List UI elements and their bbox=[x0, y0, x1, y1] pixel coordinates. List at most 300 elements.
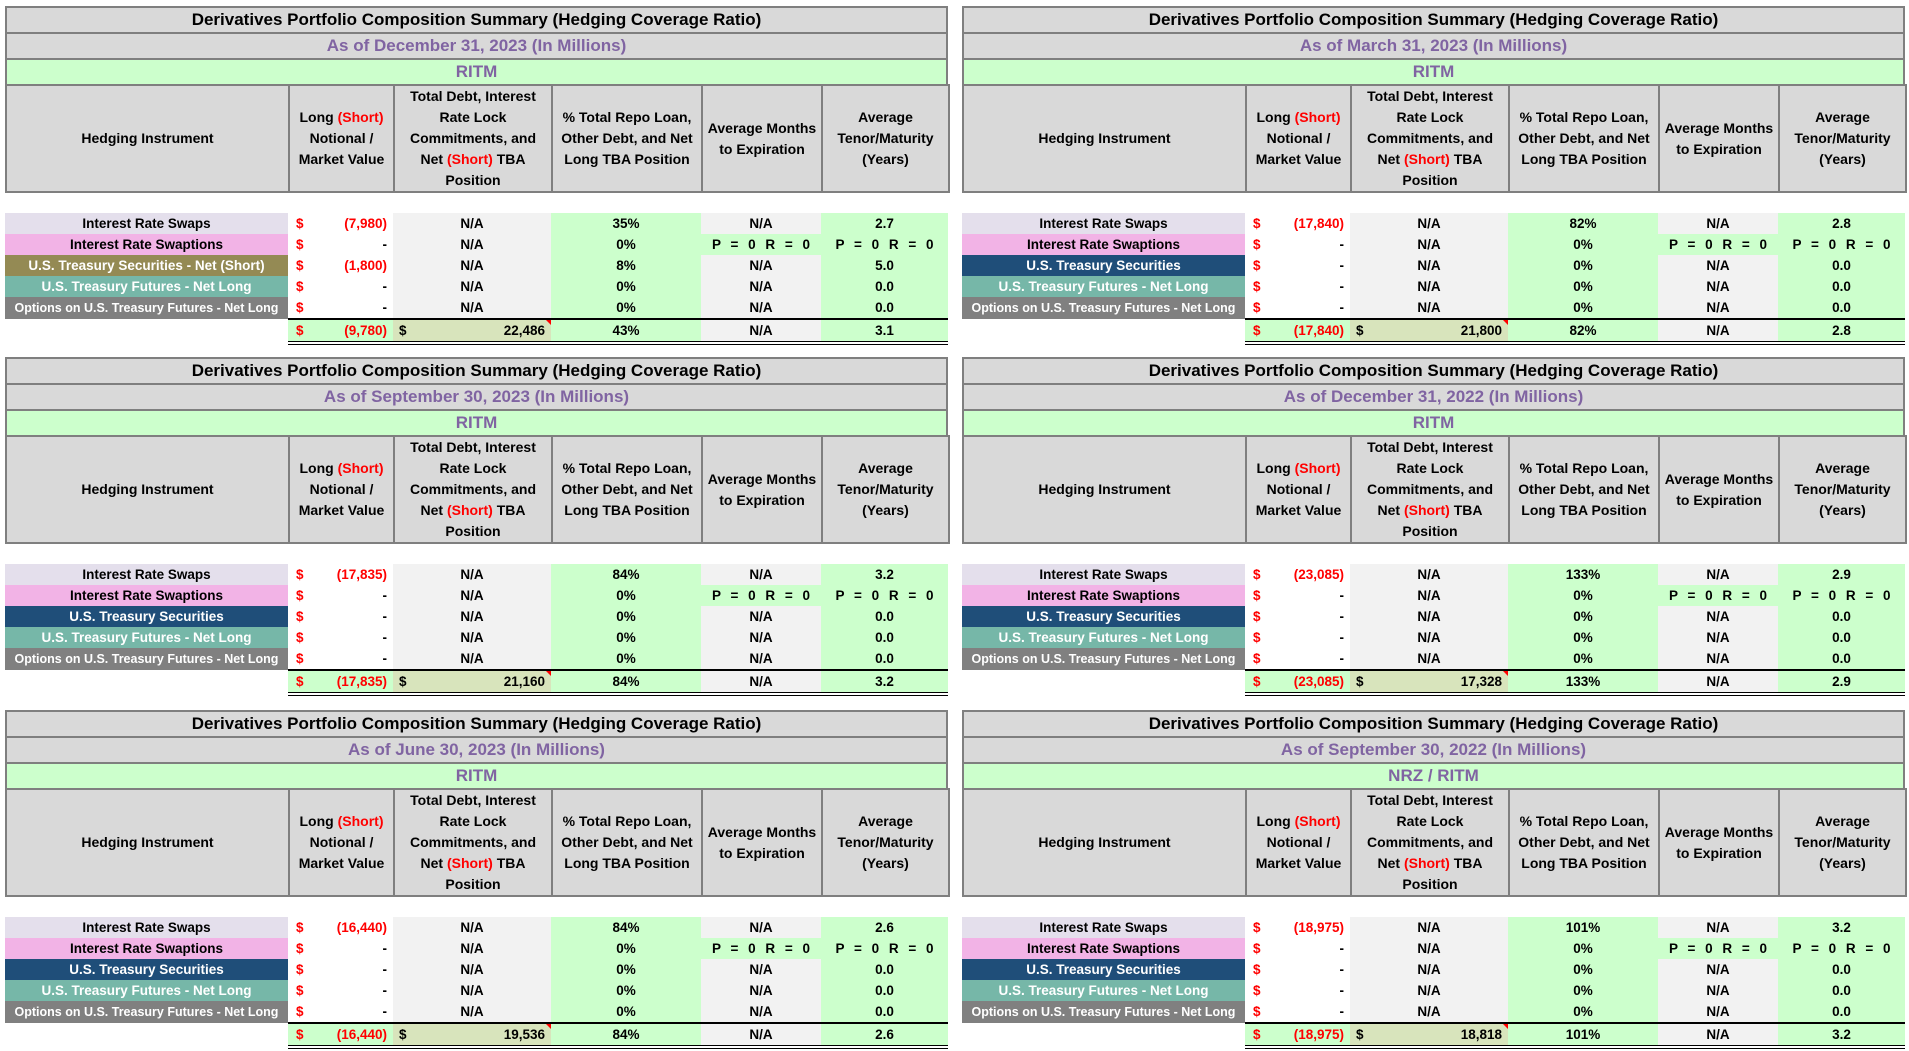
instrument-name: U.S. Treasury Securities - Net (Short) bbox=[5, 255, 288, 276]
header-table bbox=[962, 84, 1907, 193]
header-pct bbox=[1509, 436, 1659, 543]
tenor-value: 0.0 bbox=[1778, 980, 1905, 1001]
total-debt-value: N/A bbox=[393, 938, 551, 959]
table-row bbox=[5, 276, 948, 297]
pct-value: 0% bbox=[1508, 606, 1658, 627]
header-long-label: Long bbox=[1256, 460, 1295, 476]
header-notional bbox=[1246, 436, 1351, 543]
total-debt-value: 18,818 bbox=[1460, 1027, 1502, 1042]
header-table bbox=[5, 84, 950, 193]
panel-entity: RITM bbox=[962, 409, 1905, 435]
total-notional-value: (16,440) bbox=[336, 1027, 387, 1042]
table-row bbox=[962, 213, 1905, 234]
total-debt-value: N/A bbox=[393, 276, 551, 297]
total-debt-value: N/A bbox=[1350, 980, 1508, 1001]
pct-value: 82% bbox=[1508, 213, 1658, 234]
notional-cell bbox=[288, 234, 393, 255]
pct-value: 0% bbox=[551, 234, 701, 255]
currency-symbol: $ bbox=[1253, 216, 1261, 231]
months-value: N/A bbox=[701, 255, 821, 276]
instrument-name: U.S. Treasury Futures - Net Long bbox=[962, 980, 1245, 1001]
total-debt-value: N/A bbox=[393, 917, 551, 938]
header-pct bbox=[552, 436, 702, 543]
notional-value: - bbox=[382, 962, 387, 977]
total-tenor-value: 2.9 bbox=[1778, 670, 1905, 694]
header-tenor-label: Average Tenor/Maturity (Years) bbox=[837, 109, 934, 167]
header-total-debt bbox=[1351, 436, 1509, 543]
currency-symbol: $ bbox=[399, 1027, 407, 1042]
instrument-name: Interest Rate Swaps bbox=[962, 213, 1245, 234]
header-notional bbox=[1246, 85, 1351, 192]
currency-symbol: $ bbox=[1253, 279, 1261, 294]
pct-value: 0% bbox=[551, 980, 701, 1001]
table-row bbox=[5, 980, 948, 1001]
panel-entity: RITM bbox=[5, 58, 948, 84]
total-pct-value: 133% bbox=[1508, 670, 1658, 694]
tenor-value: 2.6 bbox=[821, 917, 948, 938]
currency-symbol: $ bbox=[296, 609, 304, 624]
total-notional-value: (17,835) bbox=[336, 674, 387, 689]
header-months-label: Average Months to Expiration bbox=[707, 470, 817, 508]
tenor-value: 0.0 bbox=[1778, 276, 1905, 297]
pct-value: 0% bbox=[551, 276, 701, 297]
tenor-value: P = 0 R = 0 bbox=[821, 234, 948, 255]
header-pct bbox=[552, 85, 702, 192]
total-spacer bbox=[962, 1023, 1245, 1047]
total-debt-value: 21,160 bbox=[503, 674, 545, 689]
notional-value: - bbox=[1339, 237, 1344, 252]
header-long-label: Long bbox=[299, 813, 338, 829]
table-row bbox=[962, 606, 1905, 627]
currency-symbol: $ bbox=[296, 674, 304, 689]
header-pct-label: % Total Repo Loan, Other Debt, and Net Long TBA Position bbox=[561, 109, 693, 167]
total-months-value: N/A bbox=[1658, 670, 1778, 694]
header-months-label: Average Months to Expiration bbox=[707, 119, 817, 157]
table-row bbox=[5, 938, 948, 959]
tenor-value: 0.0 bbox=[1778, 648, 1905, 670]
months-value: N/A bbox=[1658, 297, 1778, 319]
instrument-name: Interest Rate Swaptions bbox=[962, 585, 1245, 606]
instrument-name: Interest Rate Swaptions bbox=[5, 585, 288, 606]
table-row bbox=[5, 606, 948, 627]
currency-symbol: $ bbox=[1253, 651, 1261, 666]
header-short-label: (Short) bbox=[446, 151, 493, 167]
pct-value: 133% bbox=[1508, 564, 1658, 585]
panel-title: Derivatives Portfolio Composition Summary (Hedging Coverage Ratio) bbox=[5, 6, 948, 32]
table-row bbox=[5, 234, 948, 255]
header-tenor-label: Average Tenor/Maturity (Years) bbox=[837, 813, 934, 871]
header-notional bbox=[289, 436, 394, 543]
total-debt-value: N/A bbox=[393, 627, 551, 648]
pct-value: 0% bbox=[1508, 980, 1658, 1001]
months-value: P = 0 R = 0 bbox=[1658, 938, 1778, 959]
table-row bbox=[962, 585, 1905, 606]
header-total-debt bbox=[1351, 85, 1509, 192]
total-debt-value: N/A bbox=[1350, 606, 1508, 627]
table-row bbox=[5, 213, 948, 234]
header-pct-label: % Total Repo Loan, Other Debt, and Net Long TBA Position bbox=[1518, 460, 1650, 518]
months-value: N/A bbox=[701, 648, 821, 670]
months-value: P = 0 R = 0 bbox=[701, 585, 821, 606]
currency-symbol: $ bbox=[296, 651, 304, 666]
tenor-value: P = 0 R = 0 bbox=[1778, 938, 1905, 959]
currency-symbol: $ bbox=[296, 300, 304, 315]
total-debt-cell bbox=[393, 670, 551, 694]
header-instrument bbox=[963, 436, 1246, 543]
currency-symbol: $ bbox=[1253, 567, 1261, 582]
pct-value: 8% bbox=[551, 255, 701, 276]
notional-cell bbox=[1245, 564, 1350, 585]
table-row bbox=[962, 917, 1905, 938]
instrument-name: Options on U.S. Treasury Futures - Net Long bbox=[962, 1001, 1245, 1023]
instrument-table bbox=[5, 917, 948, 1049]
panel-entity: RITM bbox=[5, 762, 948, 788]
total-debt-cell bbox=[393, 1023, 551, 1047]
header-tenor bbox=[822, 85, 949, 192]
summary-panel bbox=[962, 357, 1905, 696]
currency-symbol: $ bbox=[296, 588, 304, 603]
total-debt-value: N/A bbox=[1350, 234, 1508, 255]
total-debt-value: N/A bbox=[1350, 213, 1508, 234]
instrument-name: Interest Rate Swaps bbox=[5, 213, 288, 234]
header-tenor bbox=[1779, 789, 1906, 896]
months-value: N/A bbox=[1658, 213, 1778, 234]
notional-value: - bbox=[382, 609, 387, 624]
currency-symbol: $ bbox=[1253, 609, 1261, 624]
months-value: N/A bbox=[701, 213, 821, 234]
instrument-name: Interest Rate Swaptions bbox=[962, 234, 1245, 255]
currency-symbol: $ bbox=[1253, 920, 1261, 935]
months-value: N/A bbox=[701, 297, 821, 319]
notional-value: - bbox=[1339, 609, 1344, 624]
panel-title: Derivatives Portfolio Composition Summary (Hedging Coverage Ratio) bbox=[962, 6, 1905, 32]
header-tenor-label: Average Tenor/Maturity (Years) bbox=[1794, 109, 1891, 167]
months-value: N/A bbox=[1658, 276, 1778, 297]
total-notional-cell bbox=[1245, 1023, 1350, 1047]
header-tba-label: TBA Position bbox=[1402, 855, 1483, 892]
tenor-value: 0.0 bbox=[1778, 297, 1905, 319]
currency-symbol: $ bbox=[1253, 300, 1261, 315]
instrument-table bbox=[5, 213, 948, 345]
table-row bbox=[5, 917, 948, 938]
notional-cell bbox=[288, 213, 393, 234]
tenor-value: 3.2 bbox=[821, 564, 948, 585]
header-tba-label: TBA Position bbox=[1402, 502, 1483, 539]
notional-value: - bbox=[1339, 588, 1344, 603]
tenor-value: 2.7 bbox=[821, 213, 948, 234]
header-pct bbox=[1509, 85, 1659, 192]
total-spacer bbox=[962, 319, 1245, 343]
header-tba-label: TBA Position bbox=[445, 151, 526, 188]
notional-value: - bbox=[1339, 962, 1344, 977]
total-debt-value: N/A bbox=[393, 959, 551, 980]
instrument-name: Interest Rate Swaps bbox=[962, 917, 1245, 938]
header-months-label: Average Months to Expiration bbox=[707, 823, 817, 861]
instrument-name: Options on U.S. Treasury Futures - Net Long bbox=[5, 1001, 288, 1023]
notional-cell bbox=[1245, 648, 1350, 670]
notional-value: (1,800) bbox=[344, 258, 387, 273]
notional-value: - bbox=[1339, 983, 1344, 998]
table-row bbox=[962, 648, 1905, 670]
total-spacer bbox=[5, 1023, 288, 1047]
header-months bbox=[1659, 436, 1779, 543]
total-debt-value: N/A bbox=[1350, 564, 1508, 585]
currency-symbol: $ bbox=[296, 1004, 304, 1019]
header-table bbox=[5, 435, 950, 544]
instrument-name: U.S. Treasury Futures - Net Long bbox=[962, 627, 1245, 648]
notional-cell bbox=[288, 648, 393, 670]
tenor-value: 0.0 bbox=[821, 297, 948, 319]
currency-symbol: $ bbox=[399, 674, 407, 689]
panel-entity: RITM bbox=[962, 58, 1905, 84]
total-debt-value: N/A bbox=[393, 255, 551, 276]
total-debt-value: N/A bbox=[1350, 648, 1508, 670]
instrument-name: Interest Rate Swaps bbox=[962, 564, 1245, 585]
instrument-table bbox=[5, 564, 948, 696]
months-value: N/A bbox=[1658, 959, 1778, 980]
currency-symbol: $ bbox=[1253, 962, 1261, 977]
notional-cell bbox=[288, 1001, 393, 1023]
tenor-value: 0.0 bbox=[821, 980, 948, 1001]
header-months-label: Average Months to Expiration bbox=[1664, 119, 1774, 157]
total-debt-value: N/A bbox=[393, 648, 551, 670]
total-tenor-value: 2.8 bbox=[1778, 319, 1905, 343]
notional-value: (7,980) bbox=[344, 216, 387, 231]
total-notional-value: (17,840) bbox=[1293, 323, 1344, 338]
header-short-label: (Short) bbox=[1403, 855, 1450, 871]
instrument-name: Interest Rate Swaptions bbox=[962, 938, 1245, 959]
total-debt-value: N/A bbox=[393, 1001, 551, 1023]
panel-date: As of December 31, 2023 (In Millions) bbox=[5, 32, 948, 58]
pct-value: 0% bbox=[1508, 234, 1658, 255]
notional-cell bbox=[288, 585, 393, 606]
months-value: N/A bbox=[701, 959, 821, 980]
notional-cell bbox=[1245, 255, 1350, 276]
total-debt-value: 22,486 bbox=[503, 323, 545, 338]
header-notional bbox=[289, 85, 394, 192]
header-instrument-label: Hedging Instrument bbox=[81, 481, 214, 497]
tenor-value: 0.0 bbox=[1778, 627, 1905, 648]
total-spacer bbox=[5, 319, 288, 343]
tenor-value: 2.9 bbox=[1778, 564, 1905, 585]
header-short-label: (Short) bbox=[1403, 502, 1450, 518]
tenor-value: 0.0 bbox=[821, 648, 948, 670]
pct-value: 0% bbox=[551, 1001, 701, 1023]
instrument-name: U.S. Treasury Securities bbox=[962, 255, 1245, 276]
notional-value: - bbox=[1339, 300, 1344, 315]
instrument-table bbox=[962, 213, 1905, 345]
total-pct-value: 82% bbox=[1508, 319, 1658, 343]
currency-symbol: $ bbox=[296, 983, 304, 998]
instrument-name: U.S. Treasury Securities bbox=[5, 959, 288, 980]
currency-symbol: $ bbox=[296, 920, 304, 935]
pct-value: 101% bbox=[1508, 917, 1658, 938]
total-debt-value: N/A bbox=[1350, 276, 1508, 297]
notional-value: - bbox=[382, 651, 387, 666]
notional-cell bbox=[1245, 606, 1350, 627]
header-long-label: Long bbox=[1256, 813, 1295, 829]
notional-value: (18,975) bbox=[1293, 920, 1344, 935]
currency-symbol: $ bbox=[1253, 323, 1261, 338]
table-row bbox=[962, 959, 1905, 980]
notional-cell bbox=[288, 297, 393, 319]
total-debt-value: N/A bbox=[1350, 627, 1508, 648]
total-debt-cell bbox=[1350, 670, 1508, 694]
total-notional-cell bbox=[288, 1023, 393, 1047]
header-tenor bbox=[822, 789, 949, 896]
header-months bbox=[1659, 789, 1779, 896]
notional-cell bbox=[1245, 276, 1350, 297]
header-table bbox=[962, 788, 1907, 897]
currency-symbol: $ bbox=[296, 1027, 304, 1042]
currency-symbol: $ bbox=[296, 323, 304, 338]
total-debt-value: N/A bbox=[393, 585, 551, 606]
table-row bbox=[962, 1001, 1905, 1023]
table-row bbox=[5, 959, 948, 980]
header-tenor-label: Average Tenor/Maturity (Years) bbox=[1794, 813, 1891, 871]
pct-value: 0% bbox=[1508, 959, 1658, 980]
notional-cell bbox=[1245, 627, 1350, 648]
instrument-name: U.S. Treasury Securities bbox=[5, 606, 288, 627]
total-debt-value: N/A bbox=[1350, 255, 1508, 276]
table-row bbox=[5, 1001, 948, 1023]
total-debt-value: N/A bbox=[1350, 959, 1508, 980]
currency-symbol: $ bbox=[1253, 983, 1261, 998]
header-long-label: Long bbox=[1256, 109, 1295, 125]
header-tba-label: TBA Position bbox=[445, 502, 526, 539]
header-tenor-label: Average Tenor/Maturity (Years) bbox=[1794, 460, 1891, 518]
months-value: N/A bbox=[1658, 255, 1778, 276]
header-instrument-label: Hedging Instrument bbox=[1038, 481, 1171, 497]
panel-entity: RITM bbox=[5, 409, 948, 435]
header-short-label: (Short) bbox=[1294, 460, 1341, 476]
table-row bbox=[962, 938, 1905, 959]
notional-value: - bbox=[382, 941, 387, 956]
header-long-label: Long bbox=[299, 460, 338, 476]
header-short-label: (Short) bbox=[337, 460, 384, 476]
currency-symbol: $ bbox=[296, 279, 304, 294]
currency-symbol: $ bbox=[1356, 323, 1364, 338]
header-pct-label: % Total Repo Loan, Other Debt, and Net Long TBA Position bbox=[561, 813, 693, 871]
panel-date: As of March 31, 2023 (In Millions) bbox=[962, 32, 1905, 58]
header-short-label: (Short) bbox=[1294, 109, 1341, 125]
total-debt-value: N/A bbox=[393, 234, 551, 255]
total-notional-cell bbox=[1245, 319, 1350, 343]
pct-value: 0% bbox=[1508, 255, 1658, 276]
instrument-name: U.S. Treasury Securities bbox=[962, 959, 1245, 980]
total-pct-value: 43% bbox=[551, 319, 701, 343]
notional-value: - bbox=[1339, 279, 1344, 294]
table-row bbox=[962, 276, 1905, 297]
header-months bbox=[702, 789, 822, 896]
table-row bbox=[5, 564, 948, 585]
months-value: N/A bbox=[701, 1001, 821, 1023]
panel-date: As of December 31, 2022 (In Millions) bbox=[962, 383, 1905, 409]
months-value: N/A bbox=[1658, 627, 1778, 648]
notional-value: (23,085) bbox=[1293, 567, 1344, 582]
header-pct bbox=[552, 789, 702, 896]
tenor-value: P = 0 R = 0 bbox=[1778, 585, 1905, 606]
months-value: N/A bbox=[1658, 648, 1778, 670]
total-debt-value: N/A bbox=[1350, 938, 1508, 959]
currency-symbol: $ bbox=[1253, 1027, 1261, 1042]
header-tenor bbox=[822, 436, 949, 543]
header-short-label: (Short) bbox=[1294, 813, 1341, 829]
months-value: P = 0 R = 0 bbox=[701, 234, 821, 255]
notional-cell bbox=[288, 564, 393, 585]
panel-date: As of September 30, 2022 (In Millions) bbox=[962, 736, 1905, 762]
total-debt-value: N/A bbox=[1350, 917, 1508, 938]
header-months-label: Average Months to Expiration bbox=[1664, 823, 1774, 861]
header-notional-label: Notional / Market Value bbox=[298, 481, 385, 518]
header-tenor-label: Average Tenor/Maturity (Years) bbox=[837, 460, 934, 518]
tenor-value: 0.0 bbox=[821, 1001, 948, 1023]
currency-symbol: $ bbox=[296, 567, 304, 582]
summary-panel bbox=[5, 6, 948, 345]
total-months-value: N/A bbox=[701, 670, 821, 694]
summary-panel bbox=[962, 710, 1905, 1049]
currency-symbol: $ bbox=[1253, 588, 1261, 603]
tenor-value: 0.0 bbox=[821, 606, 948, 627]
header-total-debt-label: Total Debt, Interest Rate Lock Commitments, and Net bbox=[1366, 792, 1493, 871]
currency-symbol: $ bbox=[1253, 941, 1261, 956]
currency-symbol: $ bbox=[1356, 1027, 1364, 1042]
total-debt-cell bbox=[1350, 319, 1508, 343]
total-debt-cell bbox=[1350, 1023, 1508, 1047]
instrument-name: Interest Rate Swaps bbox=[5, 917, 288, 938]
notional-value: - bbox=[382, 237, 387, 252]
notional-value: - bbox=[382, 588, 387, 603]
header-months-label: Average Months to Expiration bbox=[1664, 470, 1774, 508]
notional-cell bbox=[288, 917, 393, 938]
header-notional bbox=[1246, 789, 1351, 896]
header-total-debt-label: Total Debt, Interest Rate Lock Commitments, and Net bbox=[1366, 88, 1493, 167]
header-instrument-label: Hedging Instrument bbox=[1038, 834, 1171, 850]
months-value: P = 0 R = 0 bbox=[1658, 585, 1778, 606]
notional-cell bbox=[1245, 234, 1350, 255]
notional-cell bbox=[1245, 585, 1350, 606]
currency-symbol: $ bbox=[296, 962, 304, 977]
table-row bbox=[5, 648, 948, 670]
header-tenor bbox=[1779, 85, 1906, 192]
notional-cell bbox=[288, 255, 393, 276]
total-tenor-value: 3.1 bbox=[821, 319, 948, 343]
header-tba-label: TBA Position bbox=[1402, 151, 1483, 188]
total-months-value: N/A bbox=[1658, 319, 1778, 343]
header-instrument bbox=[6, 789, 289, 896]
total-notional-cell bbox=[288, 670, 393, 694]
months-value: N/A bbox=[1658, 606, 1778, 627]
table-row bbox=[5, 585, 948, 606]
header-short-label: (Short) bbox=[446, 855, 493, 871]
notional-cell bbox=[1245, 959, 1350, 980]
tenor-value: 5.0 bbox=[821, 255, 948, 276]
total-row bbox=[5, 319, 948, 343]
header-instrument-label: Hedging Instrument bbox=[1038, 130, 1171, 146]
total-debt-value: N/A bbox=[1350, 585, 1508, 606]
pct-value: 0% bbox=[1508, 938, 1658, 959]
months-value: N/A bbox=[701, 276, 821, 297]
notional-value: - bbox=[382, 300, 387, 315]
total-row bbox=[962, 319, 1905, 343]
header-total-debt-label: Total Debt, Interest Rate Lock Commitments, and Net bbox=[409, 88, 536, 167]
total-debt-value: N/A bbox=[393, 297, 551, 319]
instrument-table bbox=[962, 917, 1905, 1049]
table-row bbox=[5, 627, 948, 648]
table-row bbox=[5, 255, 948, 276]
table-row bbox=[962, 564, 1905, 585]
header-long-label: Long bbox=[299, 109, 338, 125]
